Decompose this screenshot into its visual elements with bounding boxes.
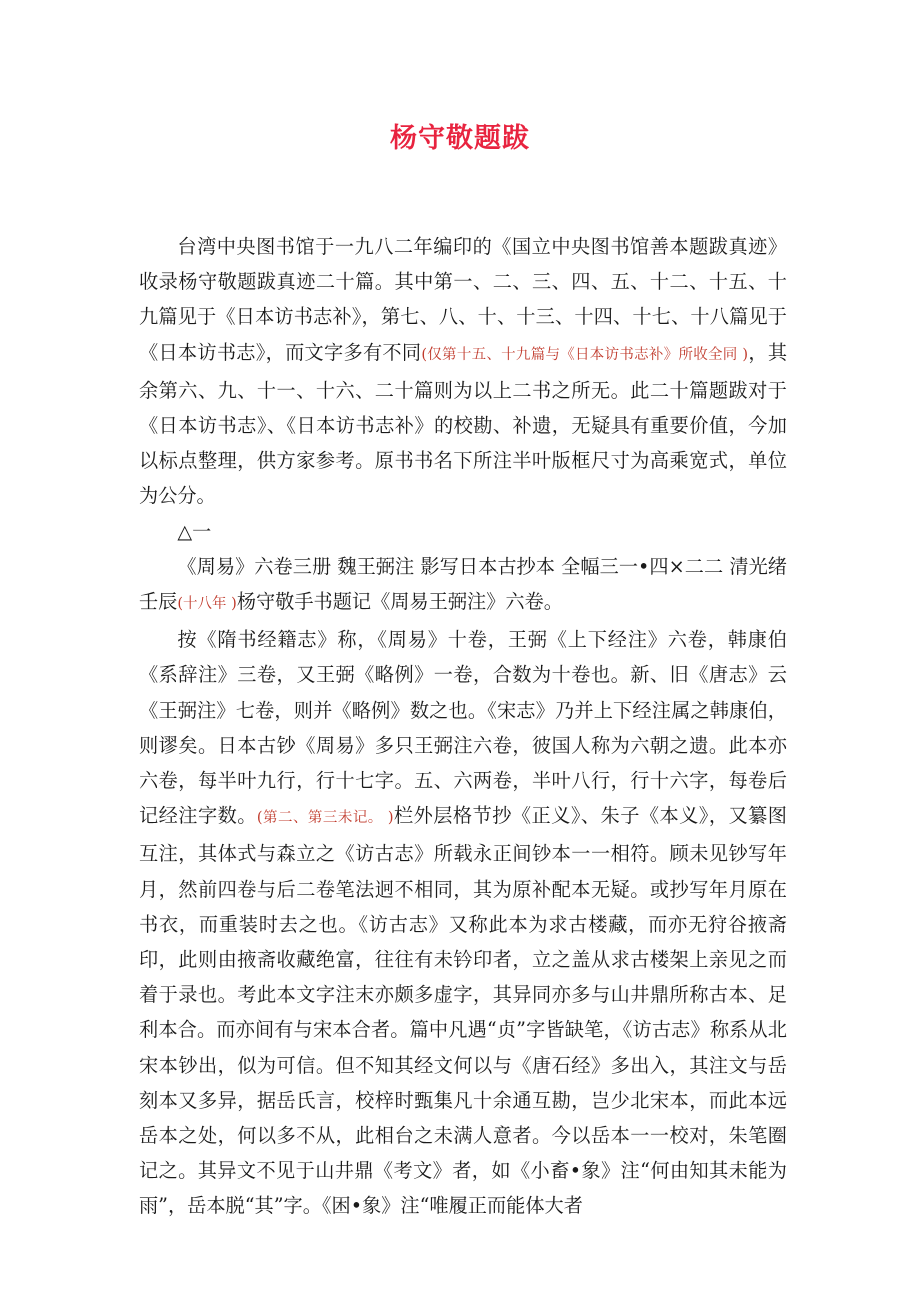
book-entry-text-continued: 杨守敬手书题记《周易王弼注》六卷。 [236,590,563,614]
document-body [139,229,787,1224]
commentary-text: 按《隋书经籍志》称，《周易》十卷，王弼《上下经注》六卷，韩康伯《系辞注》三卷，又王弼《略例》一卷，合数为十卷也。新、旧《唐志》云《王弼注》七卷，则并《略例》数之也。《宋志》乃并上下经注属之韩康伯，则谬矣。日本古钞《周易》多只王弼注六卷，彼国人称为六朝之遗。此本亦六卷，每半叶九行，行十七字。五、六两卷，半叶八行，行十六字，每卷后记经注字数。 [139,628,787,828]
section-marker [139,514,787,549]
section-marker-text: △一 [177,519,212,543]
commentary-text-continued: 栏外层格节抄《正义》、朱子《本义》，又纂图互注，其体式与森立之《访古志》所载永正间钞本一一相符。顾未见钞写年月，然前四卷与后二卷笔法迥不相同，其为原补配本无疑。或抄写年月原在书衣，而重装时去之也。《访古志》又称此本为求古楼藏，而亦无狩谷掖斋印，此则由掖斋收藏绝富，往往有未钤印者，立之盖从求古楼架上亲见之而着于录也。考此本文字注末亦颇多虚字，其异同亦多与山井鼎所称古本、足利本合。而亦间有与宋本合者。篇中凡遇“贞”字皆缺笔，《访古志》称系从北宋本钞出，似为可信。但不知其经文何以与《唐石经》多出入，其注文与岳刻本又多异，据岳氏言，校梓时甄集凡十余通互勘，岂少北宋本，而此本远岳本之处，何以多不从，此相台之未满人意者。今以岳本一一校对，朱笔圈记之。其异文不见于山井鼎《考文》者，如《小畜•象》注“何由知其未能为雨”，岳本脱“其”字。《困•象》注“唯履正而能体大者 [139,804,787,1218]
commentary-paragraph [139,622,787,1223]
intro-text-continued: ，其余第六、九、十一、十六、二十篇则为以上二书之所无。此二十篇题跋对于《日本访书志》、《日本访书志补》的校勘、补遗，无疑具有重要价值，今加以标点整理，供方家参考。原书书名下所注半叶版框尺寸为高乘宽式，单位为公分。 [139,340,788,508]
book-entry-note: (十八年 ) [177,596,237,613]
book-entry-paragraph [139,549,787,622]
intro-paragraph [139,229,787,514]
book-entry-text: 《周易》六卷三册 魏王弼注 影写日本古抄本 全幅三一•四×二二 清光绪壬辰 [139,554,787,614]
page-title: 杨守敬题跋 [390,123,530,154]
commentary-note: (第二、第三未记。 ) [256,810,394,827]
intro-note: (仅第十五、十九篇与《日本访书志补》所收全同 ) [421,346,749,363]
intro-text: 台湾中央图书馆于一九八二年编印的《国立中央图书馆善本题跋真迹》收录杨守敬题跋真迹二十篇。其中第一、二、三、四、五、十二、十五、十九篇见于《日本访书志补》，第七、八、十、十三、十四、十七、十八篇见于《日本访书志》，而文字多有不同 [139,235,787,364]
